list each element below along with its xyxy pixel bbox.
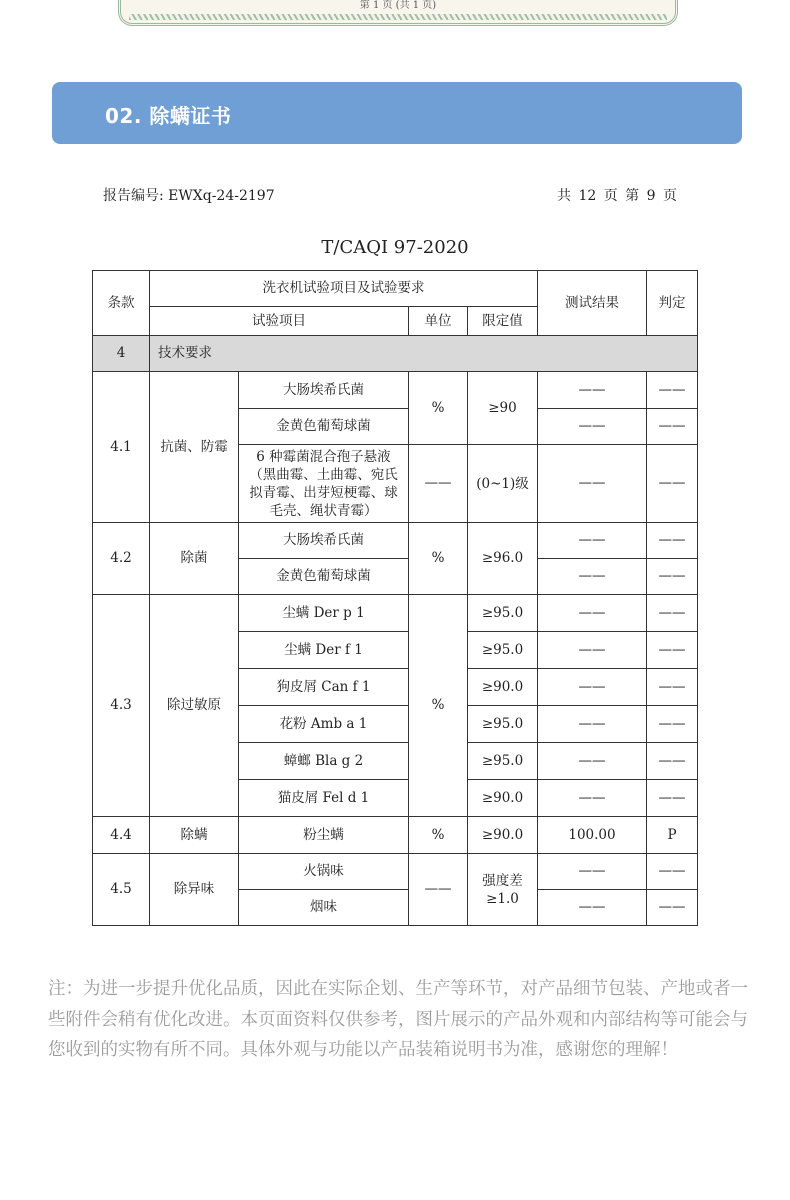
clause-cell: 4.1	[93, 372, 150, 523]
unit-cell: %	[409, 817, 468, 854]
limit-cell: ≥96.0	[468, 523, 538, 595]
clause-cell: 4.2	[93, 523, 150, 595]
limit-cell: ≥95.0	[468, 632, 538, 669]
item-cell: 蟑螂 Bla g 2	[239, 743, 409, 780]
disclaimer-note: 注：为进一步提升优化品质，因此在实际企划、生产等环节，对产品细节包装、产地或者一些附件会稍有优化改进。本页面资料仅供参考，图片展示的产品外观和内部结构等可能会与您收到的实物有所不同。具体外观与功能以产品装箱说明书为准，感谢您的理解！	[48, 979, 748, 1060]
judge-cell: ——	[647, 409, 698, 445]
category-cell: 抗菌、防霉	[150, 372, 239, 523]
item-cell: 大肠埃希氏菌	[239, 372, 409, 409]
result-cell: ——	[538, 409, 647, 445]
section-banner	[52, 82, 742, 144]
judge-cell: ——	[647, 890, 698, 926]
report-number: 报告编号: EWXq-24-2197	[103, 188, 275, 204]
clause-cell: 4.3	[93, 595, 150, 817]
result-cell: ——	[538, 595, 647, 632]
certificate-strip	[118, 0, 678, 26]
limit-cell: ≥95.0	[468, 743, 538, 780]
limit-cell: ≥90.0	[468, 817, 538, 854]
standard-title: T/CAQI 97-2020	[321, 237, 469, 258]
result-cell: ——	[538, 372, 647, 409]
limit-cell: ≥95.0	[468, 706, 538, 743]
result-cell: ——	[538, 890, 647, 926]
result-cell: ——	[538, 669, 647, 706]
judge-cell: ——	[647, 706, 698, 743]
result-cell: 100.00	[538, 817, 647, 854]
item-cell: 金黄色葡萄球菌	[239, 409, 409, 445]
result-cell: ——	[538, 706, 647, 743]
judge-cell: ——	[647, 743, 698, 780]
item-cell: 6 种霉菌混合孢子悬液（黑曲霉、土曲霉、宛氏拟青霉、出芽短梗霉、球毛壳、绳状青霉）	[239, 445, 409, 523]
table-row	[93, 595, 698, 632]
result-cell: ——	[538, 559, 647, 595]
table-header-row	[93, 271, 698, 307]
result-cell: ——	[538, 632, 647, 669]
limit-cell: ≥95.0	[468, 595, 538, 632]
item-cell: 大肠埃希氏菌	[239, 523, 409, 559]
unit-cell: ——	[409, 854, 468, 926]
judge-cell: P	[647, 817, 698, 854]
item-cell: 尘螨 Der p 1	[239, 595, 409, 632]
unit-cell: %	[409, 523, 468, 595]
clause-cell: 4.5	[93, 854, 150, 926]
limit-cell: 强度差≥1.0	[468, 854, 538, 926]
item-cell: 猫皮屑 Fel d 1	[239, 780, 409, 817]
judge-cell: ——	[647, 632, 698, 669]
header-item: 试验项目	[150, 307, 409, 336]
item-cell: 粉尘螨	[239, 817, 409, 854]
category-cell: 除螨	[150, 817, 239, 854]
unit-cell: ——	[409, 445, 468, 523]
header-judge: 判定	[647, 271, 698, 336]
judge-cell: ——	[647, 595, 698, 632]
judge-cell: ——	[647, 669, 698, 706]
table-row	[93, 854, 698, 890]
result-cell: ——	[538, 743, 647, 780]
judge-cell: ——	[647, 780, 698, 817]
header-clause: 条款	[93, 271, 150, 336]
item-cell: 狗皮屑 Can f 1	[239, 669, 409, 706]
header-unit: 单位	[409, 307, 468, 336]
category-cell: 除菌	[150, 523, 239, 595]
category-cell: 除异味	[150, 854, 239, 926]
result-cell: ——	[538, 445, 647, 523]
section-label: 技术要求	[150, 336, 698, 372]
judge-cell: ——	[647, 523, 698, 559]
result-cell: ——	[538, 854, 647, 890]
item-cell: 花粉 Amb a 1	[239, 706, 409, 743]
result-cell: ——	[538, 780, 647, 817]
judge-cell: ——	[647, 854, 698, 890]
certificate-page-info: 第 1 页 (共 1 页)	[359, 0, 437, 11]
table-row	[93, 817, 698, 854]
limit-cell: (0~1)级	[468, 445, 538, 523]
item-cell: 尘螨 Der f 1	[239, 632, 409, 669]
section-clause: 4	[93, 336, 150, 372]
header-limit: 限定值	[468, 307, 538, 336]
item-cell: 火锅味	[239, 854, 409, 890]
judge-cell: ——	[647, 372, 698, 409]
limit-cell: ≥90.0	[468, 669, 538, 706]
certificate-border-ornament	[129, 14, 667, 20]
item-cell: 金黄色葡萄球菌	[239, 559, 409, 595]
clause-cell: 4.4	[93, 817, 150, 854]
table-row	[93, 336, 698, 372]
result-cell: ——	[538, 523, 647, 559]
unit-cell: %	[409, 372, 468, 445]
table-row	[93, 523, 698, 559]
limit-cell: ≥90.0	[468, 780, 538, 817]
limit-cell: ≥90	[468, 372, 538, 445]
report-page-count: 共 12 页 第 9 页	[557, 188, 677, 204]
unit-cell: %	[409, 595, 468, 817]
table-row	[93, 372, 698, 409]
header-group: 洗衣机试验项目及试验要求	[150, 271, 538, 307]
category-cell: 除过敏原	[150, 595, 239, 817]
header-result: 测试结果	[538, 271, 647, 336]
test-results-table	[92, 270, 698, 926]
section-title: 02. 除螨证书	[105, 104, 232, 128]
judge-cell: ——	[647, 559, 698, 595]
item-cell: 烟味	[239, 890, 409, 926]
judge-cell: ——	[647, 445, 698, 523]
